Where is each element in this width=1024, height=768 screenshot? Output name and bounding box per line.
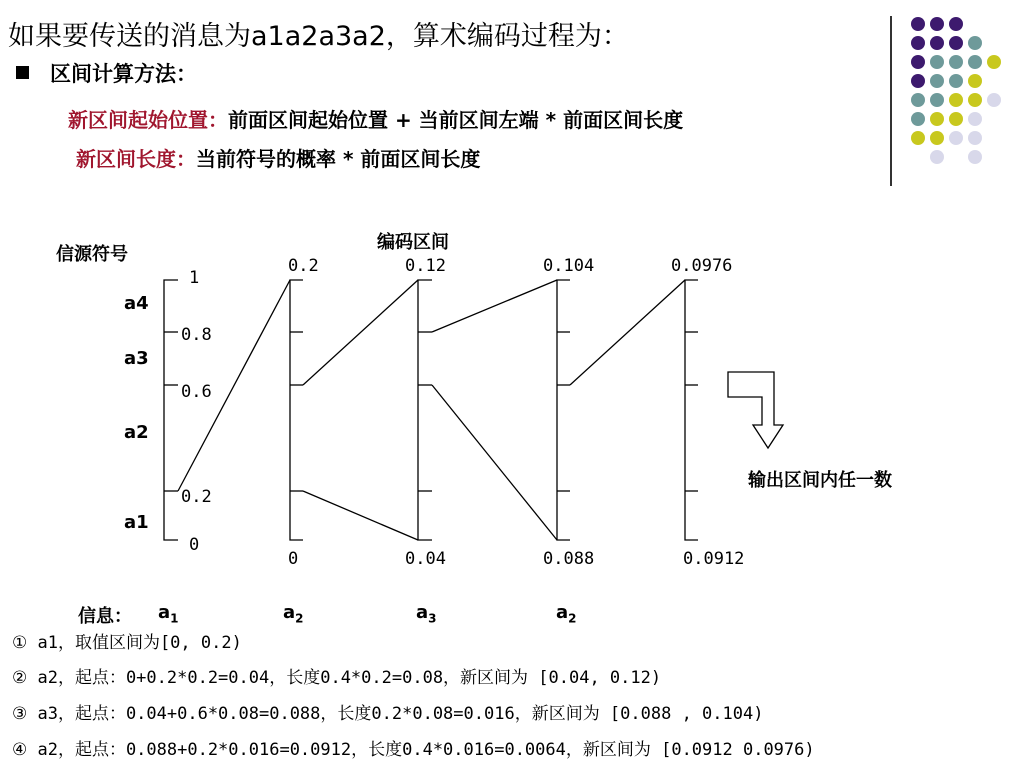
symbol-a2: a2 [124, 422, 149, 443]
step-3: ③ a3，起点：0.04+0.6*0.08=0.088，长度0.2*0.08=0.016，新区间为 [0.088 , 0.104) [12, 704, 764, 724]
interval-bottom-label: 0 [288, 549, 299, 569]
decorative-dot [911, 55, 925, 69]
source-axis [164, 280, 178, 540]
interval-axis [418, 280, 432, 540]
decorative-dot [930, 93, 944, 107]
zoom-line [432, 385, 557, 540]
bullet-square-icon [16, 66, 29, 79]
decorative-dot [949, 55, 963, 69]
decorative-dot [949, 112, 963, 126]
interval-bottom-label: 0.088 [543, 549, 595, 569]
rule-label: 新区间起始位置： [68, 108, 228, 132]
output-arrow-icon [728, 372, 783, 448]
decorative-dot [911, 93, 925, 107]
slide-title: 如果要传送的消息为a1a2a3a2，算术编码过程为： [8, 21, 629, 52]
message-symbol: $a_1$ [158, 602, 179, 626]
interval-top-label: 0.0976 [671, 256, 733, 276]
decorative-dot [968, 93, 982, 107]
rule-start-position [68, 104, 683, 133]
symbol-a3: a3 [124, 348, 149, 369]
decorative-dot [968, 55, 982, 69]
rule-length [76, 143, 480, 172]
step-1: ① a1，取值区间为[0, 0.2) [12, 633, 242, 653]
decorative-dot [930, 131, 944, 145]
decorative-dot [987, 55, 1001, 69]
interval-top-label: 0.104 [543, 256, 595, 276]
message-label: 信息： [78, 606, 132, 627]
decorative-dot [949, 131, 963, 145]
message-symbol: $a_2$ [556, 602, 577, 626]
decorative-dot [911, 36, 925, 50]
decorative-dot [930, 112, 944, 126]
zoom-line [570, 280, 685, 385]
decorative-dot [911, 131, 925, 145]
tick-label: 1 [189, 268, 200, 288]
message-symbol: $a_3$ [416, 602, 437, 626]
decorative-divider [890, 16, 892, 186]
step-2: ② a2，起点：0+0.2*0.2=0.04，长度0.4*0.2=0.08，新区间为 [0.04, 0.12) [12, 668, 662, 688]
decorative-dot [968, 150, 982, 164]
interval-bottom-label: 0.04 [405, 549, 446, 569]
symbol-a4: a4 [124, 293, 149, 314]
section-heading: 区间计算方法： [50, 62, 197, 86]
tick-label: 0.6 [181, 382, 212, 402]
rule-text: 前面区间起始位置 + 当前区间左端 * 前面区间长度 [228, 108, 684, 132]
zoom-line [432, 280, 557, 332]
decorative-dot [968, 112, 982, 126]
decorative-dot [968, 74, 982, 88]
interval-axis [557, 280, 570, 540]
decorative-dot [949, 93, 963, 107]
output-label: 输出区间内任一数 [748, 470, 892, 491]
decorative-dot [949, 36, 963, 50]
interval-top-label: 0.2 [288, 256, 319, 276]
interval-top-label: 0.12 [405, 256, 446, 276]
decorative-dot [930, 55, 944, 69]
decorative-dot [930, 150, 944, 164]
rule-text: 当前符号的概率 * 前面区间长度 [196, 147, 481, 171]
message-symbol: $a_2$ [283, 602, 304, 626]
decorative-dot [930, 74, 944, 88]
source-symbols-label: 信源符号 [56, 244, 128, 265]
step-4: ④ a2，起点：0.088+0.2*0.016=0.0912，长度0.4*0.016=0.0064，新区间为 [0.0912 0.0976) [12, 740, 815, 760]
decorative-dot [911, 112, 925, 126]
rule-label: 新区间长度： [76, 147, 196, 171]
decorative-dot [930, 36, 944, 50]
interval-axis [685, 280, 698, 540]
coding-interval-label: 编码区间 [377, 232, 449, 253]
decorative-dot [911, 17, 925, 31]
decorative-dot [968, 36, 982, 50]
decorative-dots-pattern [904, 16, 1014, 166]
interval-axis [290, 280, 303, 540]
zoom-line [303, 280, 418, 385]
decorative-dot [911, 74, 925, 88]
tick-label: 0.2 [181, 487, 212, 507]
symbol-a1: a1 [124, 512, 149, 533]
decorative-dot [949, 74, 963, 88]
decorative-dot [968, 131, 982, 145]
zoom-line [303, 491, 418, 540]
tick-label: 0 [189, 535, 200, 555]
tick-label: 0.8 [181, 325, 212, 345]
arithmetic-coding-diagram [0, 180, 1024, 610]
decorative-dot [930, 17, 944, 31]
interval-bottom-label: 0.0912 [683, 549, 745, 569]
decorative-dot [987, 93, 1001, 107]
decorative-dot [949, 17, 963, 31]
